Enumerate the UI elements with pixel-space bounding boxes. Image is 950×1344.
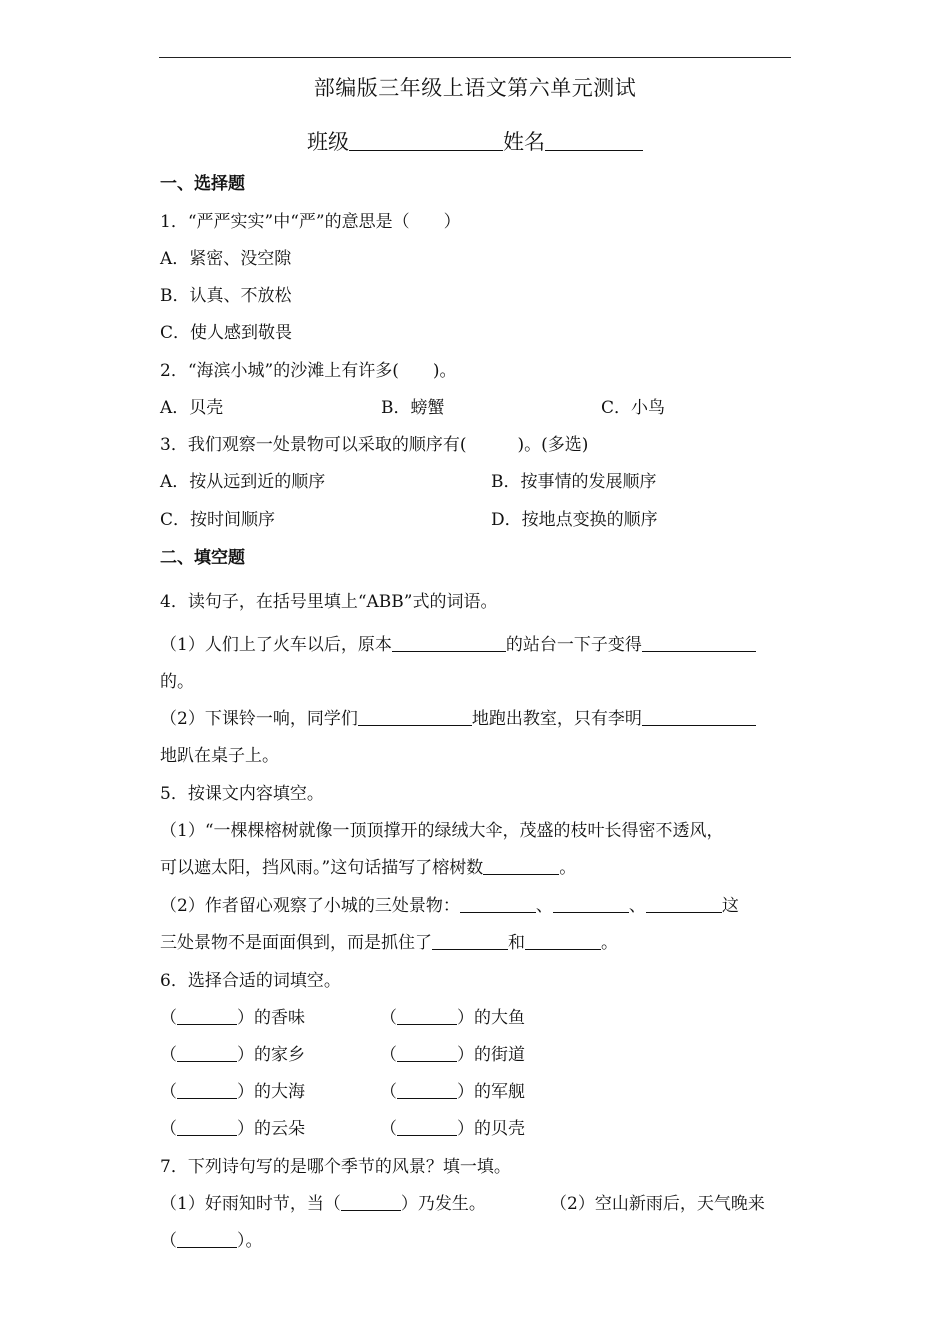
q4-stem: 4．读句子，在括号里填上“ABB”式的词语。 <box>160 592 498 612</box>
q5-blank-3[interactable] <box>553 894 629 913</box>
q2-option-c[interactable]: C．小鸟 <box>601 398 666 418</box>
q2-option-b[interactable]: B．螃蟹 <box>381 398 445 418</box>
q6-blank-7[interactable] <box>177 1117 237 1136</box>
q5-sep-1: 、 <box>535 896 553 916</box>
q7-blank-1[interactable] <box>341 1192 401 1211</box>
q5-part2-end: 这 <box>721 896 739 916</box>
q4-blank-3[interactable] <box>358 707 472 726</box>
page-title: 部编版三年级上语文第六单元测试 <box>313 76 637 100</box>
header-rule <box>159 57 791 58</box>
q6-item-3-text: 的家乡 <box>254 1045 305 1065</box>
q6-item-7-text: 的云朵 <box>254 1119 305 1139</box>
q1-option-c[interactable]: C．使人感到敬畏 <box>160 323 293 343</box>
section-fill-heading: 二、填空题 <box>160 548 245 568</box>
q4-part1 <box>160 633 756 657</box>
q6-blank-5[interactable] <box>177 1080 237 1099</box>
q7-part2: （2）空山新雨后，天气晚来 <box>550 1194 765 1214</box>
q6-item-4: （ ）的街道 <box>380 1045 525 1065</box>
q3-stem: 3．我们观察一处景物可以采取的顺序有( )。(多选) <box>160 435 589 455</box>
q6-blank-4[interactable] <box>397 1043 457 1062</box>
q5-part1-text: 可以遮太阳，挡风雨。”这句话描写了榕树数 <box>160 858 484 878</box>
q2-stem: 2．“海滨小城”的沙滩上有许多( )。 <box>160 361 457 381</box>
name-blank[interactable] <box>545 128 643 151</box>
q4-part2 <box>160 707 756 731</box>
q5-part2-line2 <box>160 931 618 955</box>
q5-part3-text: 三处景物不是面面俱到，而是抓住了 <box>160 933 432 953</box>
q6-item-6-text: 的军舰 <box>474 1082 525 1102</box>
q5-part3-end: 。 <box>601 933 618 953</box>
q4-part2-text-a: （2）下课铃一响，同学们 <box>160 709 358 729</box>
q6-item-1-text: 的香味 <box>254 1008 305 1028</box>
q4-part2-end: 地趴在桌子上。 <box>160 746 279 766</box>
q1-stem: 1．“严严实实”中“严”的意思是（ ） <box>160 212 461 232</box>
q4-part1-text-a: （1）人们上了火车以后，原本 <box>160 635 392 655</box>
q5-blank-2[interactable] <box>460 894 536 913</box>
q5-part1-line1: （1）“一棵棵榕树就像一顶顶撑开的绿绒大伞，茂盛的枝叶长得密不透风， <box>160 821 724 841</box>
q7-part2-end <box>160 1229 263 1253</box>
q7-part1-text-a: （1）好雨知时节，当（ <box>160 1194 341 1214</box>
q6-blank-8[interactable] <box>397 1117 457 1136</box>
q2-option-a[interactable]: A．贝壳 <box>160 398 224 418</box>
q4-part1-end: 的。 <box>160 672 194 692</box>
q1-option-b[interactable]: B．认真、不放松 <box>160 286 292 306</box>
q4-blank-4[interactable] <box>642 707 756 726</box>
q6-blank-1[interactable] <box>177 1006 237 1025</box>
q6-item-3: （ ）的家乡 <box>160 1045 305 1065</box>
q4-part2-text-b: 地跑出教室，只有李明 <box>471 709 642 729</box>
class-blank[interactable] <box>349 128 503 151</box>
q5-blank-4[interactable] <box>646 894 722 913</box>
q7-part1-text-b: ）乃发生。 <box>400 1194 486 1214</box>
q6-blank-3[interactable] <box>177 1043 237 1062</box>
class-label: 班级 <box>307 130 349 154</box>
section-choice-heading: 一、选择题 <box>160 174 245 194</box>
q6-stem: 6．选择合适的词填空。 <box>160 971 341 991</box>
q3-option-a[interactable]: A．按从远到近的顺序 <box>160 472 326 492</box>
q7-part2-paren-open: （ <box>160 1231 177 1251</box>
q3-option-b[interactable]: B．按事情的发展顺序 <box>491 472 657 492</box>
q6-item-1: （ ）的香味 <box>160 1008 305 1028</box>
q5-part2-text: （2）作者留心观察了小城的三处景物： <box>160 896 460 916</box>
q6-item-2: （ ）的大鱼 <box>380 1008 525 1028</box>
q4-part1-text-b: 的站台一下子变得 <box>505 635 642 655</box>
q6-item-8-text: 的贝壳 <box>474 1119 525 1139</box>
q6-item-8: （ ）的贝壳 <box>380 1119 525 1139</box>
q5-part1-line2 <box>160 856 576 880</box>
q4-blank-2[interactable] <box>642 633 756 652</box>
q5-part1-end: 。 <box>559 858 577 878</box>
q6-item-2-text: 的大鱼 <box>474 1008 525 1028</box>
name-label: 姓名 <box>503 130 545 154</box>
q6-blank-6[interactable] <box>397 1080 457 1099</box>
q5-blank-5[interactable] <box>432 931 508 950</box>
q3-option-d[interactable]: D．按地点变换的顺序 <box>491 510 658 530</box>
q7-part1 <box>160 1192 486 1216</box>
q6-item-4-text: 的街道 <box>474 1045 525 1065</box>
q6-item-6: （ ）的军舰 <box>380 1082 525 1102</box>
q6-item-7: （ ）的云朵 <box>160 1119 305 1139</box>
q5-part2-line1 <box>160 894 739 918</box>
q5-blank-1[interactable] <box>483 856 559 875</box>
q6-item-5-text: 的大海 <box>254 1082 305 1102</box>
q5-part3-and: 和 <box>508 933 525 953</box>
q5-blank-6[interactable] <box>525 931 601 950</box>
q3-option-c[interactable]: C．按时间顺序 <box>160 510 276 530</box>
q7-blank-2[interactable] <box>177 1229 237 1248</box>
q1-option-a[interactable]: A．紧密、没空隙 <box>160 249 292 269</box>
q5-sep-2: 、 <box>628 896 646 916</box>
q4-blank-1[interactable] <box>392 633 506 652</box>
q6-item-5: （ ）的大海 <box>160 1082 305 1102</box>
q5-stem: 5．按课文内容填空。 <box>160 784 324 804</box>
q7-part2-paren-close: ）。 <box>237 1231 263 1251</box>
q6-blank-2[interactable] <box>397 1006 457 1025</box>
class-name-line <box>0 126 950 156</box>
q7-stem: 7．下列诗句写的是哪个季节的风景？填一填。 <box>160 1157 511 1177</box>
